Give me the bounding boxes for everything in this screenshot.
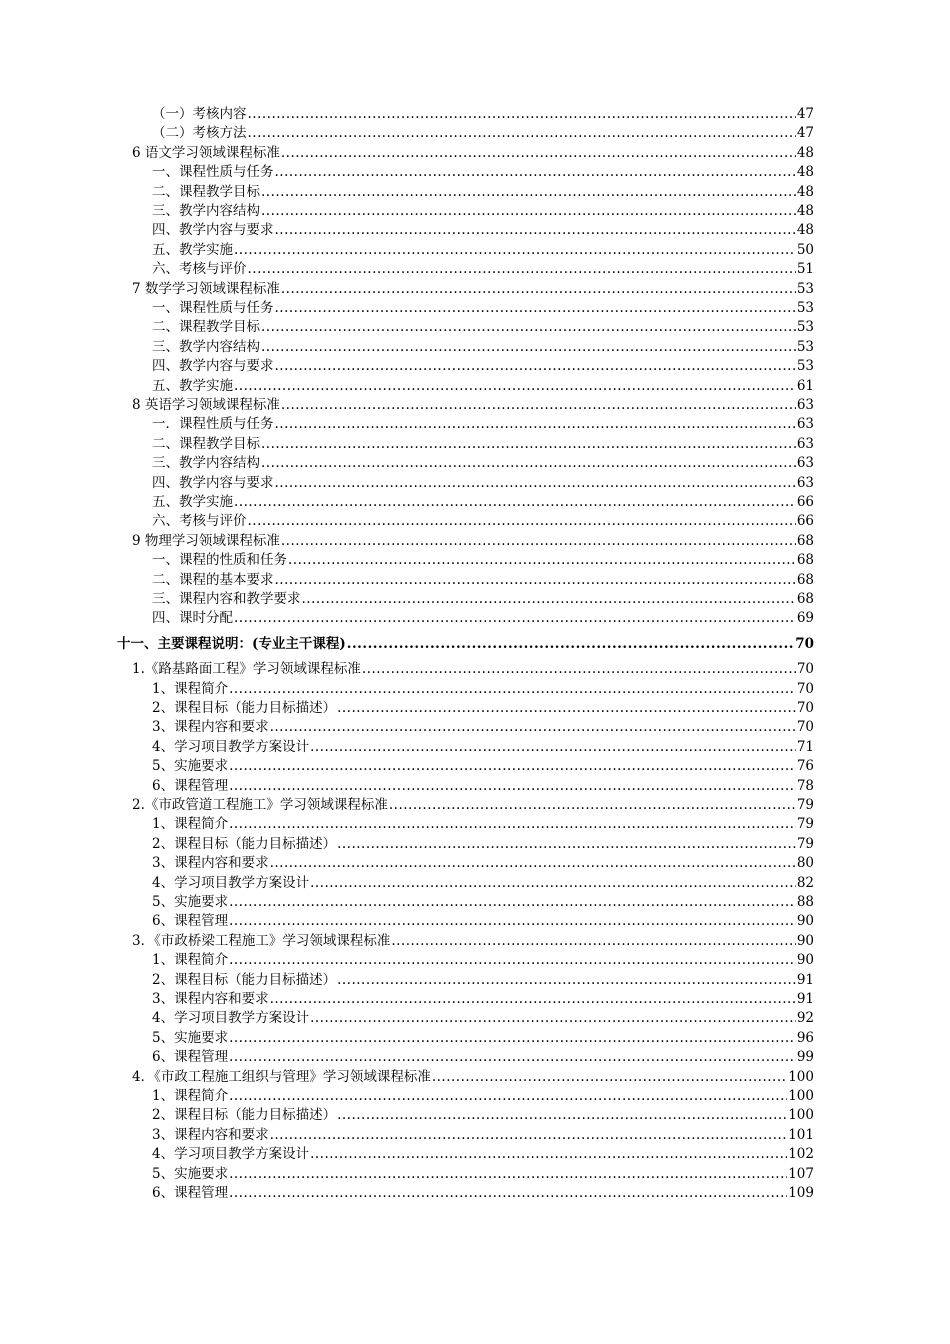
toc-page-number: 78 <box>796 777 814 794</box>
toc-entry[interactable] <box>152 571 814 590</box>
toc-dot-leader <box>347 635 794 654</box>
toc-entry-title: 1、课程简介 <box>152 816 229 833</box>
toc-entry[interactable] <box>152 1048 814 1067</box>
toc-entry-title: 四、教学内容与要求 <box>152 358 274 375</box>
toc-entry-title: 二、课程教学目标 <box>152 435 260 452</box>
toc-entry[interactable] <box>152 357 814 376</box>
toc-entry[interactable] <box>152 260 814 279</box>
toc-dot-leader <box>234 609 796 628</box>
toc-dot-leader <box>310 738 796 757</box>
toc-entry[interactable] <box>152 757 814 776</box>
toc-entry[interactable] <box>152 912 814 931</box>
toc-dot-leader <box>261 202 796 221</box>
toc-entry[interactable] <box>152 493 814 512</box>
toc-entry[interactable] <box>152 609 814 628</box>
toc-page-number: 53 <box>796 300 814 316</box>
toc-page-number: 68 <box>796 532 814 549</box>
toc-entry-title: 5、实施要求 <box>152 758 229 775</box>
toc-page-number: 63 <box>796 397 814 413</box>
toc-entry-title: 一、课程的性质和任务 <box>152 552 287 569</box>
toc-entry-title: 一、课程性质与任务 <box>152 164 274 181</box>
toc-entry-title: 1、课程简介 <box>152 1088 229 1104</box>
toc-entry[interactable] <box>152 512 814 531</box>
toc-entry[interactable] <box>152 124 814 143</box>
toc-dot-leader <box>275 299 796 318</box>
toc-dot-leader <box>362 660 796 679</box>
toc-entry[interactable] <box>152 1087 814 1106</box>
toc-entry-title: （二）考核方法 <box>152 125 247 142</box>
toc-dot-leader <box>389 796 796 815</box>
toc-dot-leader <box>310 1009 796 1028</box>
toc-dot-leader <box>229 893 796 912</box>
toc-entry[interactable] <box>152 1145 814 1164</box>
toc-entry[interactable] <box>152 551 814 570</box>
toc-entry-title: 二、课程教学目标 <box>152 183 260 200</box>
toc-page-number: 99 <box>796 1049 814 1066</box>
toc-entry[interactable] <box>152 1009 814 1028</box>
toc-dot-leader <box>229 912 796 931</box>
toc-page-number: 70 <box>796 680 814 697</box>
toc-page-number: 63 <box>796 474 814 491</box>
toc-entry[interactable] <box>152 1184 814 1203</box>
toc-page-number: 96 <box>796 1029 814 1046</box>
toc-dot-leader <box>288 551 796 570</box>
toc-dot-leader <box>229 1184 787 1203</box>
toc-entry-title: （一）考核内容 <box>152 106 247 122</box>
toc-entry[interactable] <box>152 951 814 970</box>
toc-dot-leader <box>229 1165 787 1184</box>
toc-dot-leader <box>270 990 796 1009</box>
toc-entry-title: 1.《路基路面工程》学习领域课程标准 <box>132 661 361 678</box>
toc-entry-title: 4、学习项目教学方案设计 <box>152 874 310 891</box>
toc-entry[interactable] <box>152 415 814 434</box>
toc-entry[interactable] <box>152 777 814 796</box>
toc-entry-title: 二、课程的基本要求 <box>152 571 274 588</box>
toc-entry-title: 2、课程目标（能力目标描述） <box>152 1107 337 1124</box>
toc-entry-title: 5、实施要求 <box>152 1029 229 1046</box>
toc-entry-title: 3、课程内容和要求 <box>152 719 269 736</box>
toc-dot-leader <box>310 1145 787 1164</box>
toc-entry[interactable] <box>132 144 814 163</box>
toc-page-number: 76 <box>796 758 814 775</box>
toc-entry-title: 六、考核与评价 <box>152 513 247 530</box>
toc-dot-leader <box>229 815 796 834</box>
toc-page-number: 70 <box>796 700 814 716</box>
toc-dot-leader <box>302 590 796 609</box>
toc-page-number: 69 <box>796 610 814 627</box>
toc-entry-title: 4．《市政工程施工组织与管理》学习领域课程标准 <box>132 1068 431 1085</box>
toc-entry-title: 8 英语学习领域课程标准 <box>132 397 280 413</box>
toc-page-number: 102 <box>788 1146 814 1163</box>
toc-page-number: 48 <box>796 164 814 181</box>
toc-entry[interactable] <box>152 474 814 493</box>
toc-entry[interactable] <box>152 738 814 757</box>
toc-entry-title: 5、实施要求 <box>152 894 229 910</box>
toc-page-number: 90 <box>796 913 814 930</box>
toc-entry-title: 五、教学实施 <box>152 241 233 258</box>
toc-entry-title: 二、课程教学目标 <box>152 319 260 336</box>
toc-entry[interactable] <box>152 590 814 609</box>
toc-entry-title: 4、学习项目教学方案设计 <box>152 738 310 755</box>
toc-dot-leader <box>229 1048 796 1067</box>
toc-dot-leader <box>229 1087 787 1106</box>
toc-dot-leader <box>261 318 796 337</box>
toc-entry-title: 1、课程简介 <box>152 680 229 697</box>
toc-page-number: 90 <box>796 952 814 969</box>
toc-entry[interactable] <box>152 1106 814 1125</box>
toc-page-number: 53 <box>796 338 814 355</box>
toc-dot-leader <box>270 854 796 873</box>
toc-entry[interactable] <box>152 377 814 396</box>
toc-entry[interactable] <box>152 874 814 893</box>
toc-entry-title: 6、课程管理 <box>152 1049 229 1066</box>
toc-entry[interactable] <box>152 105 814 124</box>
toc-page-number: 90 <box>796 932 814 949</box>
toc-page-number: 48 <box>796 203 814 219</box>
toc-entry[interactable] <box>152 1165 814 1184</box>
toc-entry-title: 3、课程内容和要求 <box>152 991 269 1007</box>
toc-entry-title: 6 语文学习领域课程标准 <box>132 144 280 161</box>
toc-entry[interactable] <box>152 893 814 912</box>
toc-entry[interactable] <box>152 835 814 854</box>
toc-entry[interactable] <box>152 318 814 337</box>
toc-page-number: 91 <box>796 991 814 1007</box>
toc-dot-leader <box>261 183 796 202</box>
toc-page-number: 82 <box>796 874 814 891</box>
toc-dot-leader <box>248 260 796 279</box>
toc-dot-leader <box>229 757 796 776</box>
toc-dot-leader <box>337 835 796 854</box>
toc-entry-title: 三、教学内容结构 <box>152 338 260 355</box>
toc-entry[interactable] <box>152 1029 814 1048</box>
toc-entry-title: 1、课程简介 <box>152 952 229 969</box>
toc-entry[interactable] <box>152 202 814 221</box>
toc-dot-leader <box>270 718 796 737</box>
toc-entry[interactable] <box>152 241 814 260</box>
toc-dot-leader <box>261 435 796 454</box>
toc-entry-title: 三、教学内容结构 <box>152 203 260 219</box>
toc-dot-leader <box>261 454 796 473</box>
toc-entry[interactable] <box>132 532 814 551</box>
toc-dot-leader <box>248 124 796 143</box>
toc-dot-leader <box>248 105 796 124</box>
toc-dot-leader <box>229 777 796 796</box>
toc-entry[interactable] <box>152 971 814 990</box>
toc-page-number: 79 <box>796 816 814 833</box>
toc-entry[interactable] <box>152 990 814 1009</box>
toc-entry[interactable] <box>152 680 814 699</box>
toc-entry-title: 2、课程目标（能力目标描述） <box>152 700 337 716</box>
toc-section-heading[interactable] <box>117 635 814 654</box>
toc-entry-title: 3、课程内容和要求 <box>152 855 269 872</box>
toc-page-number: 53 <box>796 319 814 336</box>
toc-dot-leader <box>234 493 796 512</box>
toc-entry-title: 四、课时分配 <box>152 610 233 627</box>
toc-dot-leader <box>270 1126 788 1145</box>
toc-entry-title: 一、课程性质与任务 <box>152 300 274 316</box>
toc-page-number: 66 <box>796 513 814 530</box>
toc-dot-leader <box>275 163 796 182</box>
toc-page-number: 70 <box>796 719 814 736</box>
toc-entry[interactable] <box>152 183 814 202</box>
toc-entry-title: 十一、主要课程说明：(专业主干课程) <box>117 635 346 652</box>
toc-page-number: 63 <box>796 435 814 452</box>
toc-dot-leader <box>229 951 796 970</box>
toc-entry-title: 六、考核与评价 <box>152 261 247 278</box>
toc-entry[interactable] <box>152 338 814 357</box>
toc-page-number: 101 <box>788 1126 814 1143</box>
toc-dot-leader <box>275 415 796 434</box>
toc-entry[interactable] <box>152 854 814 873</box>
toc-entry-title: 四、教学内容与要求 <box>152 474 274 491</box>
toc-page-number: 51 <box>796 261 814 278</box>
toc-page-number: 68 <box>796 552 814 569</box>
toc-page-number: 107 <box>788 1165 814 1182</box>
toc-entry-title: 三、教学内容结构 <box>152 455 260 472</box>
toc-entry-title: 9 物理学习领域课程标准 <box>132 532 280 549</box>
toc-entry-title: 4、学习项目教学方案设计 <box>152 1010 310 1027</box>
toc-entry[interactable] <box>152 815 814 834</box>
toc-page-number: 71 <box>796 738 814 755</box>
toc-dot-leader <box>432 1068 787 1087</box>
toc-entry[interactable] <box>132 932 814 951</box>
toc-page-number: 61 <box>796 377 814 394</box>
toc-dot-leader <box>337 971 796 990</box>
toc-entry-title: 2、课程目标（能力目标描述） <box>152 835 337 852</box>
toc-dot-leader <box>281 532 796 551</box>
toc-page-number: 70 <box>795 635 814 652</box>
toc-entry[interactable] <box>132 280 814 299</box>
toc-entry[interactable] <box>152 1126 814 1145</box>
toc-entry[interactable] <box>132 660 814 679</box>
toc-dot-leader <box>275 571 796 590</box>
toc-entry-title: 五、教学实施 <box>152 377 233 394</box>
toc-entry[interactable] <box>152 299 814 318</box>
toc-page-number: 70 <box>796 661 814 678</box>
toc-page-number: 109 <box>788 1185 814 1201</box>
toc-entry-title: 2.《市政管道工程施工》学习领域课程标准 <box>132 797 388 813</box>
toc-entry-title: 4、学习项目教学方案设计 <box>152 1146 310 1163</box>
toc-dot-leader <box>281 396 796 415</box>
toc-page-number: 100 <box>788 1068 814 1085</box>
toc-entry-title: 四、教学内容与要求 <box>152 222 274 239</box>
toc-entry[interactable] <box>132 396 814 415</box>
toc-entry-title: 6、课程管理 <box>152 913 229 930</box>
toc-page-number: 79 <box>796 797 814 813</box>
toc-page-number: 91 <box>796 971 814 988</box>
toc-entry-title: 7 数学学习领域课程标准 <box>132 280 280 297</box>
toc-entry[interactable] <box>152 435 814 454</box>
toc-entry-title: 3、课程内容和要求 <box>152 1126 269 1143</box>
toc-entry[interactable] <box>152 163 814 182</box>
toc-page-number: 63 <box>796 416 814 433</box>
toc-entry[interactable] <box>152 454 814 473</box>
toc-page-number: 53 <box>796 358 814 375</box>
toc-page-number: 53 <box>796 280 814 297</box>
toc-entry[interactable] <box>132 1068 814 1087</box>
toc-page-number: 50 <box>796 241 814 258</box>
toc-dot-leader <box>281 280 796 299</box>
toc-dot-leader <box>275 221 796 240</box>
toc-entry[interactable] <box>152 718 814 737</box>
toc-page-number: 48 <box>796 144 814 161</box>
toc-dot-leader <box>261 338 796 357</box>
toc-page-number: 79 <box>796 835 814 852</box>
toc-dot-leader <box>391 932 795 951</box>
toc-entry-title: 五、教学实施 <box>152 494 233 510</box>
toc-entry-title: 6、课程管理 <box>152 1185 229 1201</box>
toc-page-number: 68 <box>796 571 814 588</box>
toc-dot-leader <box>275 357 796 376</box>
toc-entry-title: 5、实施要求 <box>152 1165 229 1182</box>
toc-page-number: 68 <box>796 591 814 607</box>
toc-page-number: 47 <box>796 106 814 122</box>
toc-dot-leader <box>234 377 796 396</box>
toc-dot-leader <box>337 699 796 718</box>
toc-entry-title: 3．《市政桥梁工程施工》学习领域课程标准 <box>132 932 391 949</box>
toc-entry-title: 一．课程性质与任务 <box>152 416 274 433</box>
toc-dot-leader <box>281 144 796 163</box>
toc-dot-leader <box>229 1029 796 1048</box>
toc-page-number: 88 <box>796 894 814 910</box>
toc-entry-title: 2、课程目标（能力目标描述） <box>152 971 337 988</box>
toc-page-number: 47 <box>796 125 814 142</box>
toc-page-number: 48 <box>796 183 814 200</box>
toc-page-number: 80 <box>796 855 814 872</box>
toc-page-number: 100 <box>788 1107 814 1124</box>
toc-dot-leader <box>229 680 796 699</box>
toc-dot-leader <box>275 474 796 493</box>
toc-page-number: 92 <box>796 1010 814 1027</box>
toc-dot-leader <box>310 874 796 893</box>
toc-dot-leader <box>234 241 796 260</box>
toc-page-number: 66 <box>796 494 814 510</box>
toc-entry-title: 6、课程管理 <box>152 777 229 794</box>
toc-dot-leader <box>248 512 796 531</box>
toc-page-number: 100 <box>788 1088 814 1104</box>
toc-entry-title: 三、课程内容和教学要求 <box>152 591 301 607</box>
toc-dot-leader <box>337 1106 787 1125</box>
toc-page-number: 63 <box>796 455 814 472</box>
toc-entry[interactable] <box>152 699 814 718</box>
toc-entry[interactable] <box>132 796 814 815</box>
toc-entry[interactable] <box>152 221 814 240</box>
toc-page-number: 48 <box>796 222 814 239</box>
